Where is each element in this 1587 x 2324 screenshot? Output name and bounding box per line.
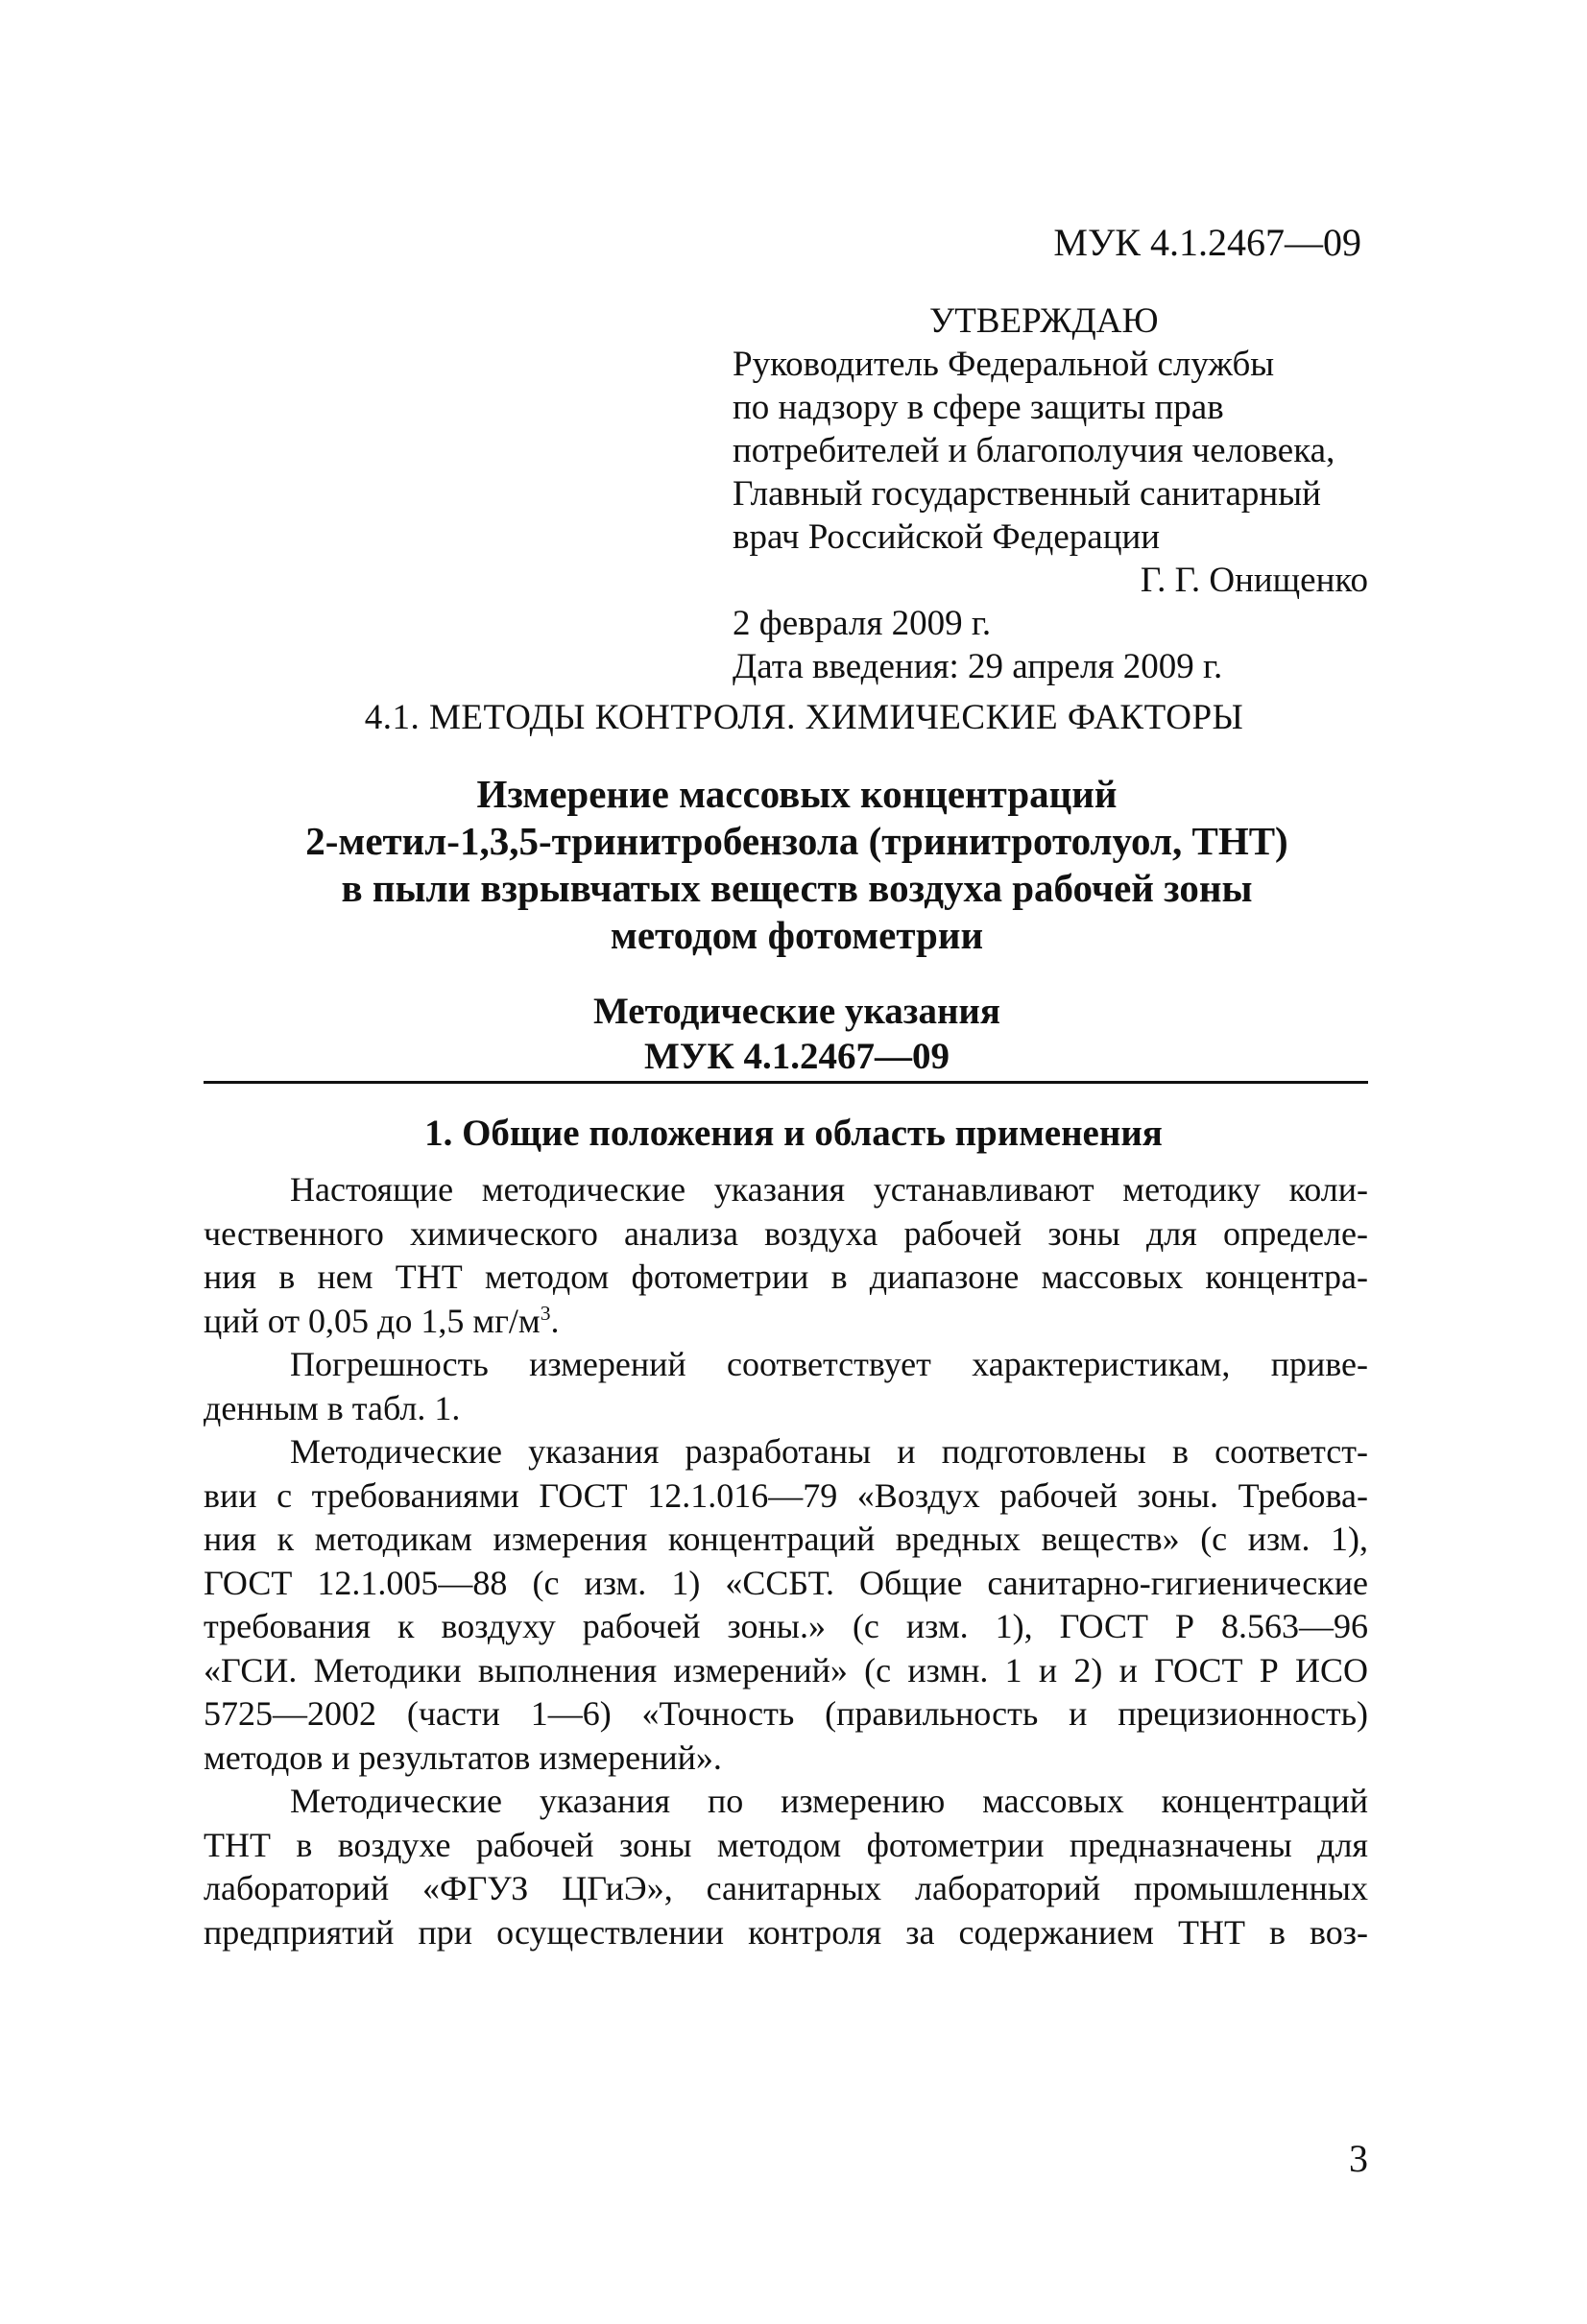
approval-line: потребителей и благополучия человека, (733, 431, 1335, 470)
paragraph-line: методов и результатов измерений». (204, 1737, 722, 1777)
paragraph-line: ГОСТ 12.1.005—88 (с изм. 1) «ССБТ. Общие санитарно-гигиенические (204, 1563, 1368, 1602)
paragraph-line: ТНТ в воздухе рабочей зоны методом фотометрии предназначены для (204, 1825, 1368, 1864)
paragraph-line: предприятий при осуществлении контроля за содержанием ТНТ в воз- (204, 1912, 1368, 1952)
paragraph-text: . (550, 1301, 560, 1340)
paragraph-line: чественного химического анализа воздуха рабочей зоны для определе- (204, 1213, 1368, 1253)
subtitle (173, 989, 1421, 1079)
paragraph-line: денным в табл. 1. (204, 1388, 461, 1427)
subtitle-line: Методические указания (592, 991, 1000, 1032)
section-title: 1. Общие положения и область применения (424, 1113, 1163, 1154)
subtitle-code: МУК 4.1.2467—09 (644, 1036, 950, 1077)
paragraph-line: Методические указания разработаны и подготовлены в соответст- (290, 1432, 1368, 1471)
paragraph-line: Методические указания по измерению массовых концентраций (290, 1782, 1368, 1820)
approval-line: по надзору в сфере защиты прав (733, 388, 1224, 427)
paragraph-line: Погрешность измерений соответствует характеристикам, приве- (290, 1345, 1368, 1383)
approval-line: Руководитель Федеральной службы (733, 345, 1275, 384)
approval-date: 2 февраля 2009 г. (733, 604, 992, 643)
page-number: 3 (1349, 2137, 1368, 2180)
paragraph-line (204, 1300, 1368, 1344)
body-text (204, 1168, 1368, 1954)
main-title-line: в пыли взрывчатых веществ воздуха рабочей зоны (341, 866, 1253, 910)
paragraph-line: Настоящие методические указания устанавливают методику коли- (290, 1170, 1368, 1209)
approval-line: врач Российской Федерации (733, 517, 1161, 557)
paragraph-line: 5725—2002 (части 1—6) «Точность (правильность и прецизионность) (204, 1694, 1368, 1733)
section-header: 4.1. МЕТОДЫ КОНТРОЛЯ. ХИМИЧЕСКИЕ ФАКТОРЫ (364, 698, 1244, 737)
main-title (173, 771, 1421, 959)
paragraph-line: ния к методикам измерения концентраций вредных веществ» (с изм. 1), (204, 1520, 1368, 1558)
effective-date: Дата введения: 29 апреля 2009 г. (733, 647, 1223, 686)
paragraph-line: вии с требованиями ГОСТ 12.1.016—79 «Воздух рабочей зоны. Требова- (204, 1475, 1368, 1515)
approval-line: Главный государственный санитарный (733, 474, 1321, 514)
approval-block (733, 299, 1368, 688)
main-title-line: Измерение массовых концентраций (476, 772, 1118, 816)
paragraph-line: «ГСИ. Методики выполнения измерений» (с измн. 1 и 2) и ГОСТ Р ИСО (204, 1650, 1368, 1689)
paragraph-line: лабораторий «ФГУЗ ЦГиЭ», санитарных лабораторий промышленных (204, 1869, 1368, 1907)
paragraph-text: ций от 0,05 до 1,5 мг/м (204, 1301, 541, 1340)
horizontal-rule (204, 1081, 1368, 1084)
paragraph-line: требования к воздуху рабочей зоны.» (с изм. 1), ГОСТ Р 8.563—96 (204, 1607, 1368, 1645)
main-title-line: методом фотометрии (610, 913, 984, 957)
main-title-line: 2-метил-1,3,5-тринитробензола (тринитротолуол, ТНТ) (305, 819, 1288, 863)
paragraph-line: ния в нем ТНТ методом фотометрии в диапазоне массовых концентра- (204, 1258, 1368, 1296)
superscript: 3 (540, 1301, 551, 1325)
document-code: МУК 4.1.2467—09 (1053, 221, 1361, 264)
approval-title: УТВЕРЖДАЮ (929, 301, 1159, 341)
approval-signer: Г. Г. Онищенко (1140, 561, 1368, 600)
